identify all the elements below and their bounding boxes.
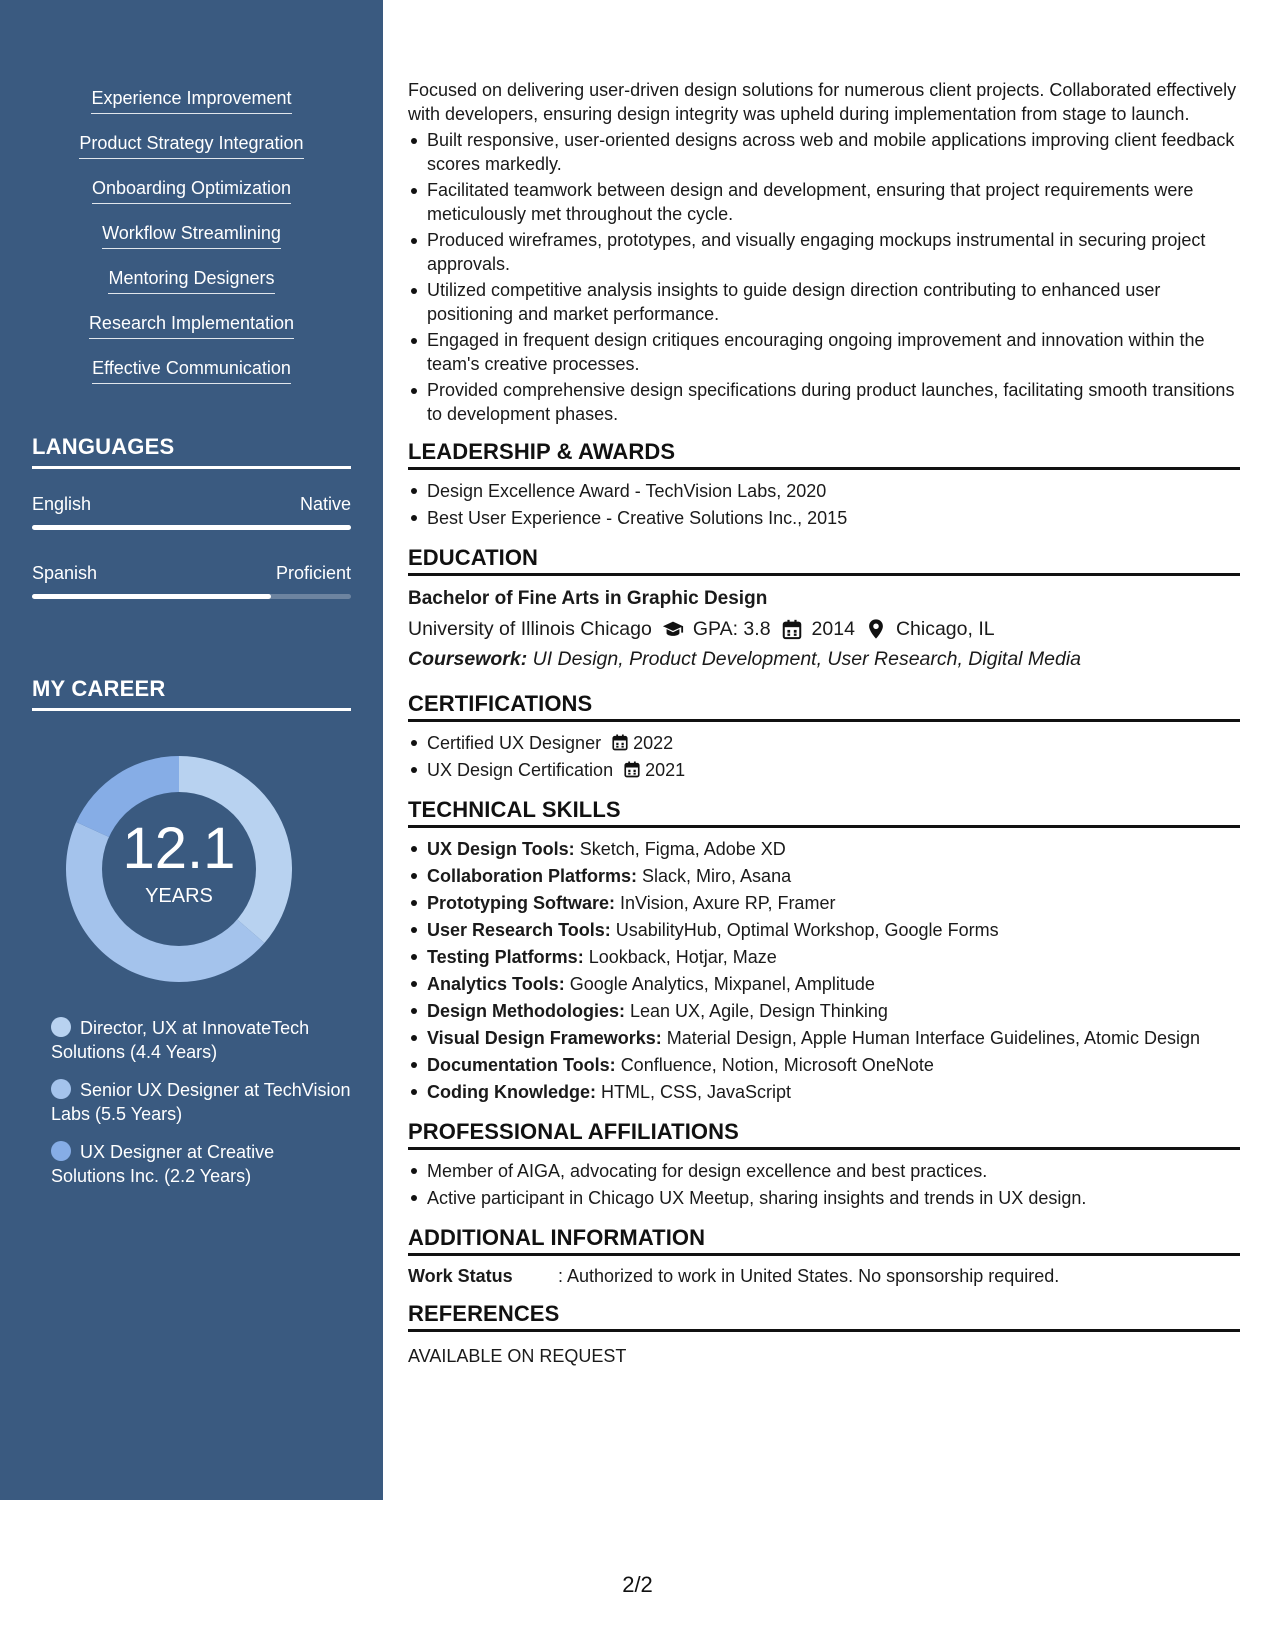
skill-label: Analytics Tools: — [427, 974, 565, 994]
gpa: GPA: 3.8 — [692, 618, 771, 640]
coursework — [408, 644, 1240, 674]
career-label: Senior UX Designer at TechVision Labs (5.5 Years) — [51, 1080, 351, 1124]
sidebar — [0, 0, 383, 1500]
career-label: UX Designer at Creative Solutions Inc. (2.2 Years) — [51, 1142, 275, 1186]
skill-label: Documentation Tools: — [427, 1055, 616, 1075]
skill-label: UX Design Tools: — [427, 839, 575, 859]
skill-label: Collaboration Platforms: — [427, 866, 638, 886]
skill-value: HTML, CSS, JavaScript — [601, 1082, 792, 1102]
work-status-row — [408, 1264, 1240, 1288]
career-dot-icon — [51, 1017, 71, 1037]
career-item — [51, 1078, 351, 1126]
skill-value: Google Analytics, Mixpanel, Amplitude — [569, 974, 875, 994]
skill-value: Lean UX, Agile, Design Thinking — [630, 1001, 888, 1021]
skill-value: Slack, Miro, Asana — [642, 866, 792, 886]
list-item: Produced wireframes, prototypes, and visually engaging mockups instrumental in securing project approvals. — [408, 228, 1240, 276]
list-item — [408, 944, 1240, 971]
graduation-year: 2014 — [811, 618, 855, 640]
career-total-years: 12.1 — [122, 816, 236, 881]
references-heading: REFERENCES — [408, 1302, 1240, 1332]
career-list — [51, 1016, 351, 1202]
skill-value: UsabilityHub, Optimal Workshop, Google Forms — [615, 920, 999, 940]
list-item — [408, 863, 1240, 890]
language-bar-fill — [32, 594, 271, 599]
skill-value: Sketch, Figma, Adobe XD — [579, 839, 786, 859]
language-name: English — [32, 494, 92, 514]
list-item — [408, 730, 1240, 757]
list-item — [408, 757, 1240, 784]
experience-bullets — [408, 128, 1240, 426]
references-text: AVAILABLE ON REQUEST — [408, 1346, 627, 1366]
skill-value: Material Design, Apple Human Interface Guidelines, Atomic Design — [666, 1028, 1201, 1048]
list-item — [408, 890, 1240, 917]
school-location: Chicago, IL — [895, 618, 995, 640]
skill-value: Confluence, Notion, Microsoft OneNote — [620, 1055, 934, 1075]
strength-item: Mentoring Designers — [108, 266, 274, 294]
strength-item: Workflow Streamlining — [102, 221, 281, 249]
certifications-heading: CERTIFICATIONS — [408, 692, 1240, 722]
skill-value: InVision, Axure RP, Framer — [620, 893, 836, 913]
leadership-list — [408, 478, 1240, 532]
certifications-list — [408, 730, 1240, 784]
strength-item: Research Implementation — [89, 311, 294, 339]
certification-year: 2022 — [633, 733, 674, 753]
career-item — [51, 1140, 351, 1188]
location-pin-icon — [865, 618, 887, 640]
language-bar-fill — [32, 525, 351, 530]
list-item — [408, 998, 1240, 1025]
language-row-english — [32, 494, 351, 515]
skill-label: Design Methodologies: — [427, 1001, 625, 1021]
skill-label: User Research Tools: — [427, 920, 611, 940]
coursework-value: UI Design, Product Development, User Research, Digital Media — [532, 648, 1082, 670]
career-item — [51, 1016, 351, 1064]
technical-skills-heading: TECHNICAL SKILLS — [408, 798, 1240, 828]
certification-year: 2021 — [645, 760, 686, 780]
skill-label: Prototyping Software: — [427, 893, 615, 913]
list-item — [408, 836, 1240, 863]
list-item: Active participant in Chicago UX Meetup, sharing insights and trends in UX design. — [408, 1185, 1240, 1212]
language-bar-english — [32, 525, 351, 530]
strength-item: Onboarding Optimization — [92, 176, 291, 204]
calendar-icon — [611, 733, 629, 751]
work-status-value: : Authorized to work in United States. No sponsorship required. — [558, 1266, 1060, 1286]
career-unit: YEARS — [145, 885, 213, 907]
skill-value: Lookback, Hotjar, Maze — [588, 947, 777, 967]
list-item — [408, 1052, 1240, 1079]
strength-item: Experience Improvement — [91, 86, 291, 114]
career-dot-icon — [51, 1141, 71, 1161]
list-item: Utilized competitive analysis insights to guide design direction contributing to enhanced user positioning and market performance. — [408, 278, 1240, 326]
skill-label: Testing Platforms: — [427, 947, 584, 967]
work-status-label: Work Status — [408, 1266, 513, 1286]
strength-item: Product Strategy Integration — [79, 131, 303, 159]
language-level: Native — [299, 494, 351, 514]
strength-item: Effective Communication — [92, 356, 291, 384]
list-item: Member of AIGA, advocating for design excellence and best practices. — [408, 1158, 1240, 1185]
career-heading: MY CAREER — [32, 676, 351, 711]
language-name: Spanish — [32, 563, 98, 583]
main-content — [408, 78, 1240, 1368]
language-level: Proficient — [275, 563, 351, 583]
school-name: University of Illinois Chicago — [408, 618, 652, 640]
skill-label: Visual Design Frameworks: — [427, 1028, 662, 1048]
leadership-heading: LEADERSHIP & AWARDS — [408, 440, 1240, 470]
list-item — [408, 971, 1240, 998]
technical-skills-list — [408, 836, 1240, 1106]
experience-intro: Focused on delivering user-driven design solutions for numerous client projects. Collaborated effectively with developers, ensuring design integrity was upheld during implementation from stage to launch. — [408, 80, 1237, 124]
list-item: Engaged in frequent design critiques encouraging ongoing improvement and innovation within the team's creative processes. — [408, 328, 1240, 376]
certification-name: UX Design Certification — [427, 760, 614, 780]
skill-label: Coding Knowledge: — [427, 1082, 596, 1102]
calendar-icon — [623, 760, 641, 778]
career-dot-icon — [51, 1079, 71, 1099]
education-heading: EDUCATION — [408, 546, 1240, 576]
strengths-list — [0, 86, 383, 401]
certification-name: Certified UX Designer — [427, 733, 602, 753]
language-bar-spanish — [32, 594, 351, 599]
list-item: Provided comprehensive design specifications during product launches, facilitating smooth transitions to development phases. — [408, 378, 1240, 426]
additional-info-heading: ADDITIONAL INFORMATION — [408, 1226, 1240, 1256]
career-label: Director, UX at InnovateTech Solutions (4.4 Years) — [51, 1018, 310, 1062]
degree-title: Bachelor of Fine Arts in Graphic Design — [408, 588, 768, 609]
list-item: Design Excellence Award - TechVision Labs, 2020 — [408, 478, 1240, 505]
list-item: Best User Experience - Creative Solutions Inc., 2015 — [408, 505, 1240, 532]
list-item — [408, 917, 1240, 944]
career-donut-chart — [66, 756, 292, 982]
page-number: 2/2 — [622, 1572, 653, 1597]
coursework-label: Coursework: — [408, 648, 528, 670]
languages-heading: LANGUAGES — [32, 434, 351, 469]
education-details — [408, 614, 1240, 644]
list-item: Built responsive, user-oriented designs across web and mobile applications improving client feedback scores markedly. — [408, 128, 1240, 176]
list-item: Facilitated teamwork between design and development, ensuring that project requirements were meticulously met throughout the cycle. — [408, 178, 1240, 226]
list-item — [408, 1079, 1240, 1106]
affiliations-heading: PROFESSIONAL AFFILIATIONS — [408, 1120, 1240, 1150]
calendar-icon — [781, 618, 803, 640]
language-row-spanish — [32, 563, 351, 584]
list-item — [408, 1025, 1240, 1052]
affiliations-list — [408, 1158, 1240, 1212]
graduation-cap-icon — [662, 618, 684, 640]
